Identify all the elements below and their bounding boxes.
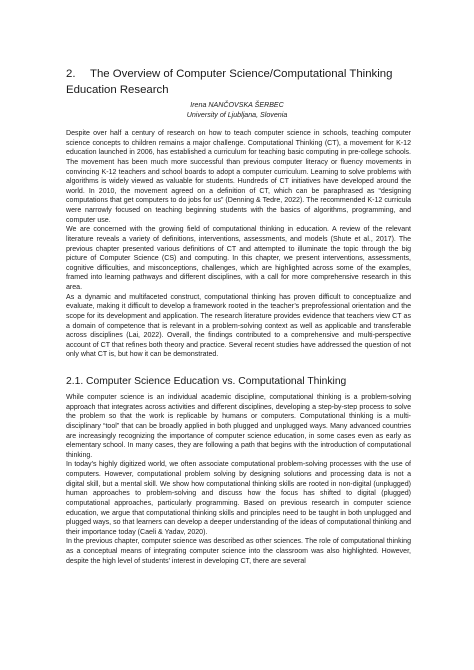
subsection-body bbox=[66, 393, 411, 566]
paragraph: As a dynamic and multifaceted construct, computational thinking has proven difficult to conceptualize and evaluate, making it difficult to develop a framework rooted in the teacher’s preprofessional orientation and the scope for its development and application. The research literature provides evidence that teachers view CT as a domain of competence that is relevant in a problem-solving context as well as applicable and transferable across disciplines (Lai, 2022). Overall, the findings contributed to a comprehensive and multi-perspective account of CT that refines both theory and practice. Several recent studies have addressed the question of not only what CT is, but how it can be demonstrated. bbox=[66, 293, 411, 359]
section-body bbox=[66, 129, 411, 360]
section-number: 2. bbox=[66, 68, 76, 80]
subsection-heading: 2.1. Computer Science Education vs. Computational Thinking bbox=[66, 376, 347, 387]
section-title: The Overview of Computer Science/Computational Thinking Education Research bbox=[66, 68, 393, 96]
paragraph: In today’s highly digitized world, we often associate computational problem-solving processes with the use of computers. However, computational problem solving by designing solutions and processing data is not a digital skill, but a mental skill. We show how computational thinking skills are rooted in non-digital (unplugged) human approaches to problem-solving and discuss how the focus has shifted to digital (plugged) computational approaches, particularly programming. Based on previous research in computer science education, we argue that computational thinking skills and principles need to be taught in both unplugged and plugged ways, so that learners can develop a deeper understanding of the ideas of computational thinking and their importance today (Caeli & Yadav, 2020). bbox=[66, 461, 411, 536]
section-heading bbox=[66, 67, 411, 98]
paragraph: We are concerned with the growing field of computational thinking in education. A review of the relevant literature reveals a variety of definitions, interventions, assessments, and models (Shute et al., 2017). The previous chapter presented various definitions of CT and attempted to illuminate the topic through the big picture of Computer Science (CS) and computing. In this chapter, we present interventions, assessments, cognitive difficulties, and misconceptions, challenges, which are highlighted across some of the examples, framed into learning pathways and different disciplines, with a call for more comprehensive research in this area. bbox=[66, 226, 411, 291]
paragraph: In the previous chapter, computer science was described as other sciences. The role of computational thinking as a conceptual means of integrating computer science into the classroom was also highlighted. However, despite the high level of students’ interest in developing CT, there are several bbox=[66, 538, 411, 565]
author-affiliation: University of Ljubljana, Slovenia bbox=[186, 111, 288, 119]
author-name: Irena NANČOVSKA ŠERBEC bbox=[190, 101, 284, 109]
paragraph: Despite over half a century of research on how to teach computer science in schools, teaching computer science concepts to children remains a major challenge. Computational Thinking (CT), a movement for K-12 education launched in 2006, has established a curriculum for teaching basic computing in pre-college schools. The movement has been much more successful than previous computer literacy or fluency movements in convincing K-12 teachers and school boards to adopt a computer curriculum. Learning to solve problems with algorithms is widely viewed as valuable for students. Hundreds of CT initiatives have developed around the world. In 2010, the movement agreed on a definition of CT, which can be paraphrased as “designing computations that get computers to do jobs for us” (Denning & Tedre, 2022). The recommended K-12 curricula were narrowly focused on teaching beginning students with the basics of algorithms, programming, and computer use. bbox=[66, 130, 411, 224]
paragraph: While computer science is an individual academic discipline, computational thinking is a problem-solving approach that integrates across activities and different disciplines, developing a step-by-step process to solve the problem so that the work is replicable by humans or computers. Computational thinking is a multi-disciplinary “tool” that can be broadly applied in both plugged and unplugged ways. Many advanced countries are increasingly recognizing the importance of computer science education, in some cases even as early as elementary school. In many cases, they are following a path that begins with the introduction of computational thinking. bbox=[66, 394, 411, 459]
